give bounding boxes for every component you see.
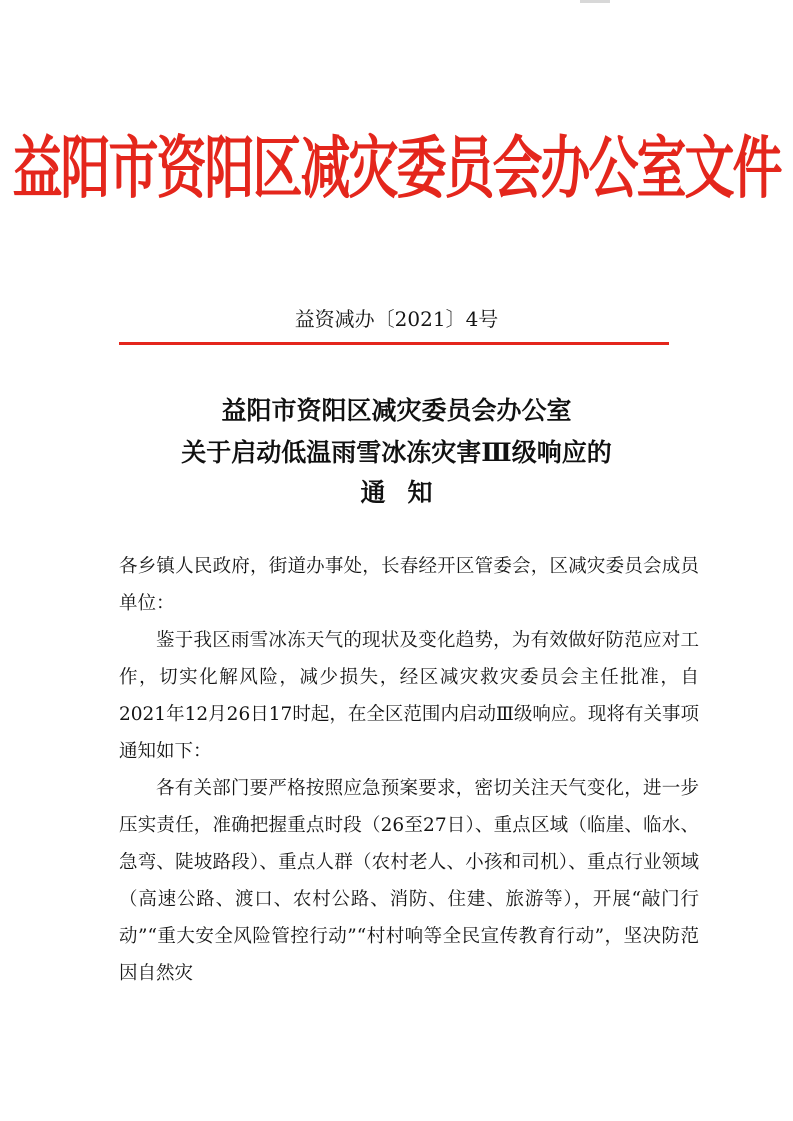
document-number: 益资减办〔2021〕4号	[294, 307, 499, 331]
notice-title-line-3: 通知	[360, 478, 455, 507]
paragraph-text: 各有关部门要严格按照应急预案要求，密切关注天气变化，进一步压实责任，准确把握重点时段（26至27日）、重点区域（临崖、临水、急弯、陡坡路段）、重点人群（农村老人、小孩和司机）、重点行业领域（高速公路、渡口、农村公路、消防、住建、旅游等），开展“敲门行动”“重大安全风险管控行动”“村村响等全民宣传教育行动”，坚决防范因自然灾	[119, 778, 699, 984]
addressee-block	[119, 548, 699, 622]
notice-title-line-2: 关于启动低温雨雪冰冻灾害Ⅲ级响应的	[181, 438, 612, 467]
issuing-office-header: 益阳市资阳区减灾委员会办公室文件	[12, 128, 781, 208]
notice-title-line-1: 益阳市资阳区减灾委员会办公室	[221, 396, 572, 425]
paragraph-text: 鉴于我区雨雪冰冻天气的现状及变化趋势，为有效做好防范应对工作，切实化解风险，减少损失，经区减灾救灾委员会主任批准，自2021年12月26日17时起，在全区范围内启动Ⅲ级响应。现将有关事项通知如下：	[119, 630, 699, 762]
scan-artifact	[580, 0, 610, 3]
addressee-text: 各乡镇人民政府，街道办事处，长春经开区管委会，区减灾委员会成员单位：	[119, 556, 699, 614]
body-paragraph-2	[119, 770, 699, 992]
red-divider-line	[119, 342, 669, 345]
body-paragraph-1	[119, 622, 699, 770]
